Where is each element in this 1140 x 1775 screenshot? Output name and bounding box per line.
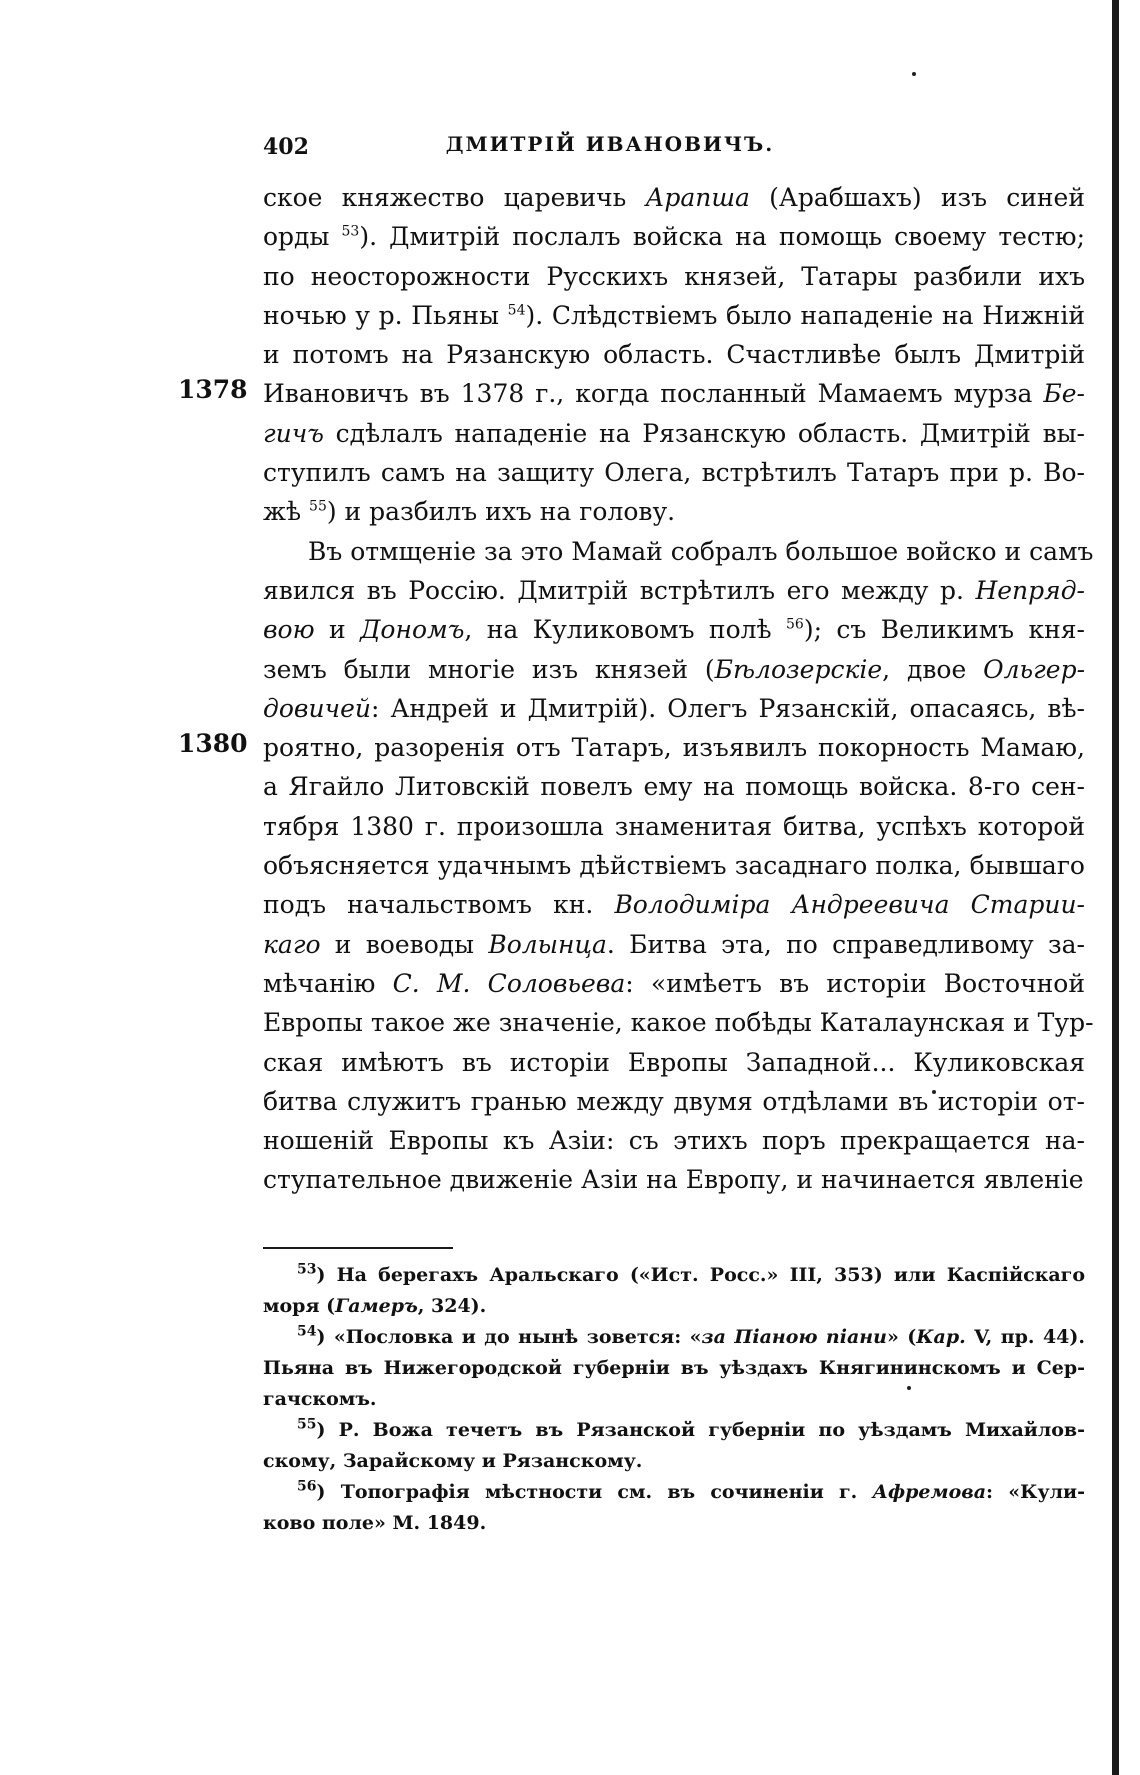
text-run: Гамеръ bbox=[335, 1295, 418, 1317]
footnote-ref: 55 bbox=[309, 499, 327, 516]
text-run: V, пр. 44). bbox=[965, 1326, 1086, 1348]
text-line bbox=[263, 571, 1085, 610]
text-line bbox=[263, 296, 1085, 335]
footnote-line bbox=[263, 1415, 1085, 1446]
text-run: моря ( bbox=[263, 1295, 336, 1317]
text-run: и bbox=[314, 615, 361, 645]
footnote-line bbox=[263, 1477, 1085, 1508]
text-run: каго bbox=[263, 929, 321, 959]
text-run: ская имѣютъ въ исторіи Европы Западной... Куликовская bbox=[263, 1047, 1085, 1077]
text-run: ) На берегахъ Аральскаго («Ист. Росс.» III, 353) или Каспійскаго bbox=[316, 1264, 1085, 1286]
text-run: Бе- bbox=[1043, 379, 1085, 409]
text-run: С. М. Соловьева bbox=[392, 968, 626, 998]
footnote-ref: 55 bbox=[297, 1416, 317, 1433]
footnotes bbox=[263, 1260, 1085, 1539]
text-run: орды bbox=[263, 222, 342, 252]
text-run: : «имѣетъ въ исторіи Восточной bbox=[625, 968, 1085, 998]
text-run: ношеній Европы къ Азіи: съ этихъ поръ прекращается на- bbox=[263, 1126, 1085, 1156]
text-run: , двое bbox=[882, 654, 984, 684]
text-run: мѣчанію bbox=[263, 968, 393, 998]
text-line bbox=[263, 374, 1085, 413]
text-run: , на Куликовомъ полѣ bbox=[464, 615, 786, 645]
page-number: 402 bbox=[263, 134, 309, 160]
text-run: ) «Пословка и до нынѣ зовется: « bbox=[316, 1326, 702, 1348]
page-header bbox=[0, 128, 1140, 168]
text-line bbox=[263, 767, 1085, 806]
text-line bbox=[263, 1043, 1085, 1082]
text-line bbox=[263, 335, 1085, 374]
footnote-ref: 56 bbox=[297, 1478, 317, 1495]
text-line bbox=[263, 689, 1085, 728]
text-run: ). Слѣдствіемъ было нападеніе на Нижній bbox=[525, 300, 1085, 330]
text-line bbox=[263, 492, 1085, 531]
text-run: жѣ bbox=[263, 497, 310, 527]
footnote-line bbox=[263, 1384, 1085, 1415]
text-run: битва служитъ гранью между двумя отдѣлами въ исторіи от- bbox=[263, 1086, 1085, 1116]
text-run: гачскомъ. bbox=[263, 1388, 377, 1410]
text-run: сдѣлалъ нападеніе на Рязанскую область. Дмитрій вы- bbox=[323, 418, 1085, 448]
margin-year: 1380 bbox=[178, 729, 248, 758]
text-run: Арапша bbox=[645, 183, 750, 212]
text-run: скому, Зарайскому и Рязанскому. bbox=[263, 1450, 643, 1472]
text-run: Непряд- bbox=[975, 575, 1085, 605]
text-run: Афремова bbox=[872, 1481, 987, 1503]
text-run: а Ягайло Литовскій повелъ ему на помощь войска. 8-го сен- bbox=[263, 772, 1085, 802]
text-run: Пьяна въ Нижегородской губерніи въ уѣздахъ Княгининскомъ и Сер- bbox=[263, 1357, 1085, 1379]
scan-speck bbox=[912, 72, 916, 76]
page-edge-rule bbox=[1112, 0, 1119, 1775]
text-line bbox=[263, 453, 1085, 492]
text-run: гичъ bbox=[263, 418, 324, 448]
text-line bbox=[263, 728, 1085, 767]
text-line bbox=[263, 217, 1085, 256]
footnote-line bbox=[263, 1260, 1085, 1291]
text-run: Дономъ bbox=[360, 615, 465, 645]
text-run: объясняется удачнымъ дѣйствіемъ засаднаго полка, бывшаго bbox=[263, 851, 1085, 881]
text-run: явился въ Россію. Дмитрій встрѣтилъ его между р. bbox=[263, 575, 976, 605]
text-line bbox=[263, 1082, 1085, 1121]
text-run: Ольгер- bbox=[983, 654, 1086, 684]
text-run: и воеводы bbox=[320, 929, 489, 959]
text-line bbox=[263, 1160, 1085, 1199]
text-run: Ивановичъ въ 1378 г., когда посланный Мамаемъ мурза bbox=[263, 379, 1044, 409]
text-line bbox=[263, 610, 1085, 649]
footnote-separator bbox=[263, 1247, 453, 1249]
text-run: ступилъ самъ на защиту Олега, встрѣтилъ Татаръ при р. Во- bbox=[263, 458, 1085, 488]
footnote-ref: 53 bbox=[297, 1261, 317, 1278]
text-run: ) Р. Вожа течетъ въ Рязанской губерніи по уѣздамъ Михайлов- bbox=[316, 1419, 1085, 1441]
footnote-ref: 56 bbox=[786, 616, 804, 633]
footnote-line bbox=[263, 1508, 1085, 1539]
text-run: (Арабшахъ) изъ синей bbox=[749, 183, 1085, 212]
footnote-ref: 54 bbox=[507, 302, 526, 319]
text-run: земъ были многіе изъ князей ( bbox=[263, 654, 715, 684]
text-run: , 324). bbox=[417, 1295, 487, 1317]
footnote-ref: 53 bbox=[341, 223, 360, 240]
text-run: ) Топографія мѣстности см. въ сочиненіи г. bbox=[316, 1481, 873, 1503]
text-line bbox=[263, 964, 1085, 1003]
text-line bbox=[263, 846, 1085, 885]
text-run: вою bbox=[263, 615, 315, 645]
text-run: Володиміра Андреевича Старии- bbox=[614, 890, 1086, 920]
text-run: ское княжество царевичь bbox=[263, 183, 646, 212]
text-run: Въ отмщеніе за это Мамай собралъ большое войско и самъ bbox=[308, 536, 1094, 566]
footnote-line bbox=[263, 1322, 1085, 1353]
text-run: довичей bbox=[263, 693, 371, 723]
text-run: тября 1380 г. произошла знаменитая битва, успѣхъ которой bbox=[263, 811, 1085, 841]
text-line bbox=[263, 885, 1085, 924]
text-run: Европы такое же значеніе, какое побѣды Каталаунская и Тур- bbox=[263, 1008, 1094, 1038]
text-line bbox=[263, 532, 1094, 571]
text-run: ) и разбилъ ихъ на голову. bbox=[326, 497, 676, 527]
text-run: ); съ Великимъ кня- bbox=[803, 615, 1085, 645]
running-head: ДМИТРІЙ ИВАНОВИЧЪ. bbox=[445, 132, 775, 156]
text-line bbox=[263, 257, 1085, 296]
text-run: . Битва эта, по справедливому за- bbox=[606, 929, 1086, 959]
text-run: ково поле» М. 1849. bbox=[263, 1512, 487, 1534]
text-line bbox=[263, 925, 1085, 964]
text-run: за Піаною піани bbox=[701, 1326, 887, 1348]
text-run: подъ начальствомъ кн. bbox=[263, 890, 615, 920]
text-run: и потомъ на Рязанскую область. Счастливѣе былъ Дмитрій bbox=[263, 340, 1085, 370]
text-run: по неосторожности Русскихъ князей, Татары разбили ихъ bbox=[263, 261, 1085, 291]
text-run: » ( bbox=[886, 1326, 917, 1348]
text-run: ночью у р. Пьяны bbox=[263, 300, 508, 330]
text-run: Волынца bbox=[488, 929, 607, 959]
text-run: Кар. bbox=[916, 1326, 966, 1348]
text-run: : Андрей и Дмитрій). Олегъ Рязанскій, опасаясь, вѣ- bbox=[371, 693, 1085, 723]
text-line bbox=[263, 1121, 1085, 1160]
text-run: Бѣлозерскіе bbox=[714, 654, 883, 684]
footnote-line bbox=[263, 1291, 1085, 1322]
text-line bbox=[263, 178, 1085, 217]
footnote-ref: 54 bbox=[297, 1323, 317, 1340]
margin-year: 1378 bbox=[178, 375, 248, 404]
text-run: роятно, разоренія отъ Татаръ, изъявилъ покорность Мамаю, bbox=[263, 733, 1085, 763]
text-run: : «Кули- bbox=[986, 1481, 1085, 1503]
text-line bbox=[263, 414, 1085, 453]
footnote-line bbox=[263, 1446, 1085, 1477]
text-line bbox=[263, 807, 1085, 846]
footnote-line bbox=[263, 1353, 1085, 1384]
text-line bbox=[263, 650, 1085, 689]
body-text bbox=[263, 178, 1094, 1200]
text-run: ). Дмитрій послалъ войска на помощь своему тестю; bbox=[359, 222, 1085, 252]
text-line bbox=[263, 1003, 1094, 1042]
text-run: ступательное движеніе Азіи на Европу, и начинается явленіе bbox=[263, 1165, 1084, 1195]
